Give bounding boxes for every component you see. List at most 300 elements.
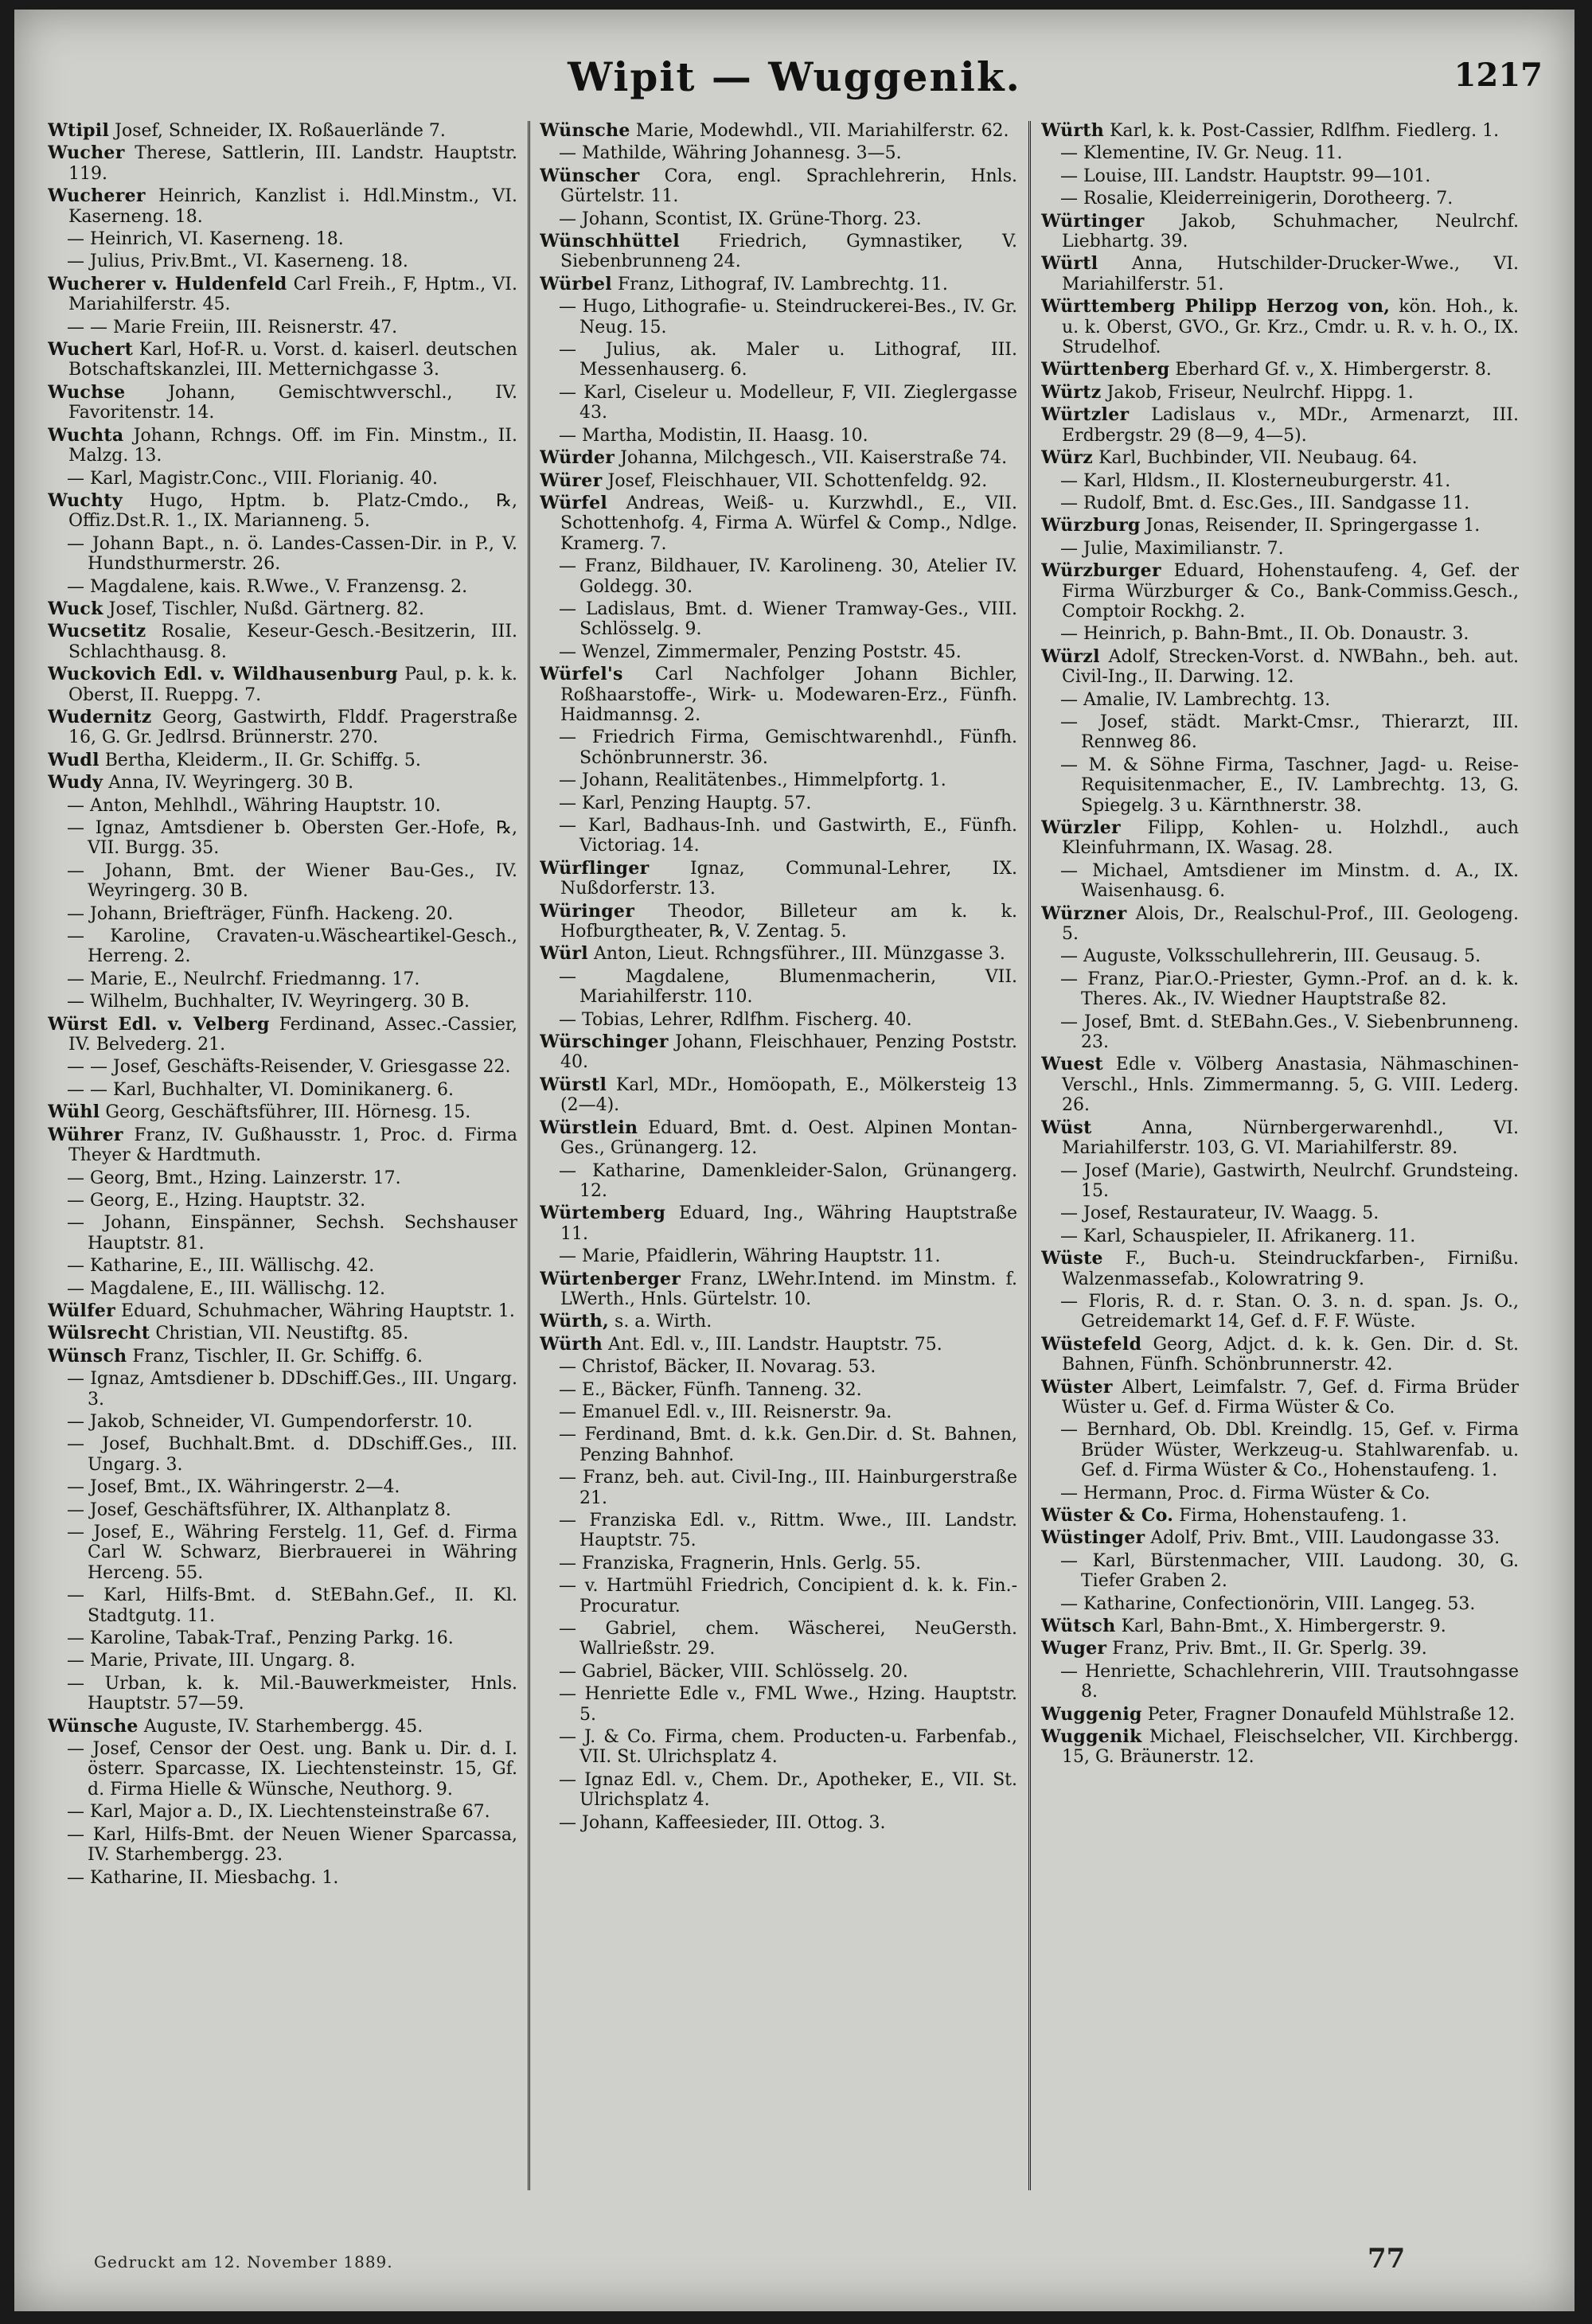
entry-details: — — Josef, Geschäfts-Reisender, V. Griesgasse 22. (67, 1057, 511, 1078)
directory-entry (1041, 755, 1519, 816)
entry-details: kön. Hoh., k. u. k. Oberst, GVO., Gr. Krz., Cmdr. u. R. v. h. O., IX. Strudelhof. (1062, 297, 1519, 358)
directory-entry (540, 1246, 1017, 1266)
entry-details: — Julius, Priv.Bmt., VI. Kaserneng. 18. (67, 252, 408, 272)
entry-details: Christian, VII. Neustiftg. 85. (155, 1324, 409, 1344)
entry-details: — Josef, Buchhalt.Bmt. d. DDschiff.Ges., III. Ungarg. 3. (67, 1434, 517, 1475)
directory-entry (1041, 904, 1519, 945)
directory-entry (1041, 493, 1519, 513)
entry-details: — Rosalie, Kleiderreinigerin, Dorotheerg. 7. (1060, 189, 1453, 209)
entry-details: — Karl, Badhaus-Inh. und Gastwirth, E., Fünfh. Victoriag. 14. (559, 816, 1017, 856)
entry-details: — Marie, E., Neulrchf. Friedmanng. 17. (67, 969, 420, 989)
directory-entry (540, 1357, 1017, 1377)
directory-entry (540, 1380, 1017, 1400)
entry-details: Cora, engl. Sprachlehrerin, Hnls. Gürtelstr. 11. (560, 166, 1017, 207)
directory-entry (48, 1102, 517, 1122)
entry-details: — Auguste, Volksschullehrerin, III. Geusaug. 5. (1060, 946, 1481, 967)
entry-surname: Würer (540, 470, 603, 491)
directory-entry (1041, 1055, 1519, 1115)
directory-entry (48, 426, 517, 466)
entry-surname: Würst Edl. v. Velberg (48, 1013, 270, 1035)
entry-details: Jakob, Schuhmacher, Neulrchf. Liebhartg. 39. (1062, 211, 1519, 252)
directory-entry (540, 642, 1017, 662)
entry-details: — Mathilde, Währing Johannesg. 3—5. (559, 143, 902, 164)
entry-surname: Würzl (1041, 645, 1100, 667)
directory-entry (1041, 143, 1519, 163)
directory-entry (1041, 690, 1519, 710)
entry-details: Rosalie, Keseur-Gesch.-Besitzerin, III. Schlachthausg. 8. (68, 622, 517, 662)
entry-details: Franz, IV. Gußhausstr. 1, Proc. d. Firma Theyer & Hardtmuth. (68, 1125, 517, 1166)
entry-surname: Wuger (1041, 1638, 1107, 1659)
entry-surname: Würzburger (1041, 560, 1161, 582)
directory-entry (1041, 1226, 1519, 1246)
entry-details: — Josef (Marie), Gastwirth, Neulrchf. Grundsteing. 15. (1060, 1160, 1519, 1201)
directory-entry (48, 1168, 517, 1188)
entry-details: — Ignaz Edl. v., Chem. Dr., Apotheker, E., VII. St. Ulrichsplatz 4. (559, 1769, 1017, 1811)
entry-surname: Wucsetitz (48, 621, 146, 642)
entry-surname: Wüste (1041, 1248, 1103, 1269)
directory-entry (1041, 1335, 1519, 1375)
entry-details: — Georg, Bmt., Hzing. Lainzerstr. 17. (67, 1168, 401, 1188)
entry-surname: Wülfer (48, 1300, 116, 1321)
directory-entry (48, 1868, 517, 1888)
entry-details: Eberhard Gf. v., X. Himbergerstr. 8. (1175, 360, 1492, 380)
directory-entry (48, 992, 517, 1012)
directory-entry (48, 1825, 517, 1866)
directory-entry (1041, 539, 1519, 559)
directory-entry (540, 1075, 1017, 1116)
directory-entry (48, 1717, 517, 1737)
directory-entry (48, 491, 517, 532)
entry-details: Franz, Tischler, II. Gr. Schiffg. 6. (132, 1346, 423, 1367)
directory-entry (1041, 1203, 1519, 1223)
entry-details: Anna, IV. Weyringerg. 30 B. (108, 773, 354, 794)
directory-entry (48, 1125, 517, 1166)
directory-entry (540, 794, 1017, 813)
directory-entry (540, 967, 1017, 1008)
directory-entry (1041, 1705, 1519, 1725)
entry-details: — Georg, E., Hzing. Hauptstr. 32. (67, 1190, 366, 1211)
directory-entry (48, 818, 517, 859)
directory-entry (48, 773, 517, 793)
entry-details: Firma, Hohenstaufeng. 1. (1179, 1506, 1407, 1526)
directory-entry (1041, 516, 1519, 536)
entry-details: Carl Nachfolger Johann Bichler, Roßhaarstoffe-, Wirk- u. Modewaren-Erz., Fünfh. Haidmannsg. 2. (560, 665, 1017, 725)
entry-surname: Wuggenik (1041, 1726, 1142, 1748)
entry-details: — Franz, Piar.O.-Priester, Gymn.-Prof. an d. k. k. Theres. Ak., IV. Wiedner Hauptstraße 82. (1060, 969, 1519, 1010)
directory-entry (1041, 254, 1519, 294)
entry-surname: Würbel (540, 273, 612, 294)
entry-surname: Würzner (1041, 903, 1127, 924)
entry-details: Franz, Lithograf, IV. Lambrechtg. 11. (617, 274, 948, 294)
column-divider (1028, 121, 1031, 2190)
entry-details: — Karl, Hilfs-Bmt. d. StEBahn.Gef., II. Kl. Stadtgutg. 11. (67, 1585, 517, 1626)
entry-details: — Magdalene, kais. R.Wwe., V. Franzensg. 2. (67, 576, 468, 597)
directory-entry (1041, 861, 1519, 902)
entry-details: Johann, Rchngs. Off. im Fin. Minstm., II. Malzg. 13. (68, 425, 517, 466)
entry-details: — Johann Bapt., n. ö. Landes-Cassen-Dir. in P., V. Hundsthurmerstr. 26. (67, 533, 517, 575)
directory-entry (540, 1576, 1017, 1616)
entry-details: Eduard, Hohenstaufeng. 4, Gef. der Firma Würzburger & Co., Bank-Commiss.Gesch., Comptoir Rockhg. 2. (1062, 561, 1519, 622)
entry-details: Andreas, Weiß- u. Kurzwhdl., E., VII. Schottenhofg. 4, Firma A. Würfel & Comp., Ndlge. Kramerg. 7. (560, 493, 1017, 554)
entry-details: — Johann, Kaffeesieder, III. Ottog. 3. (559, 1812, 886, 1833)
entry-details: — Josef, E., Währing Ferstelg. 11, Gef. d. Firma Carl W. Schwarz, Bierbrauerei in Währing Herceng. 55. (67, 1523, 517, 1583)
entry-details: Jakob, Friseur, Neulrchf. Hippg. 1. (1106, 382, 1414, 403)
entry-surname: Wüst (1041, 1117, 1092, 1138)
directory-entry (1041, 969, 1519, 1010)
entry-details: — Josef, städt. Markt-Cmsr., Thierarzt, III. Rennweg 86. (1060, 712, 1519, 753)
directory-entry (1041, 1639, 1519, 1659)
directory-entry (48, 904, 517, 924)
entry-details: Ignaz, Communal-Lehrer, IX. Nußdorferstr. 13. (560, 858, 1017, 899)
entry-details: — Karoline, Tabak-Traf., Penzing Parkg. 16. (67, 1628, 454, 1649)
entry-surname: Würder (540, 447, 615, 469)
entry-details: — Magdalene, E., III. Wällischg. 12. (67, 1278, 386, 1299)
entry-details: — Josef, Restaurateur, IV. Waagg. 5. (1060, 1203, 1379, 1224)
directory-entry (48, 1500, 517, 1520)
entry-details: — Josef, Geschäftsführer, IX. Althanplatz 8. (67, 1499, 451, 1520)
directory-entry (540, 1468, 1017, 1508)
directory-entry (48, 1739, 517, 1800)
directory-entry (540, 166, 1017, 207)
directory-entry (540, 1269, 1017, 1310)
entry-surname: Wucher (48, 142, 125, 164)
entry-surname: Wuggenig (1041, 1703, 1142, 1725)
entry-details: — Henriette, Schachlehrerin, VIII. Trautsohngasse 8. (1060, 1661, 1519, 1702)
entry-surname: Wülsrecht (48, 1323, 150, 1344)
directory-entry (540, 1813, 1017, 1833)
entry-surname: Wüstefeld (1041, 1333, 1142, 1355)
entry-details: — Julie, Maximilianstr. 7. (1060, 538, 1284, 559)
entry-details: — M. & Söhne Firma, Taschner, Jagd- u. Reise-Requisitenmacher, E., IV. Lambrechtg. 13, G. Spiegelg. 3 u. Kärnthnerstr. 38. (1060, 755, 1519, 816)
directory-entry (540, 1032, 1017, 1073)
entry-details: — Emanuel Edl. v., III. Reisnerstr. 9a. (559, 1402, 892, 1422)
directory-entry (48, 1080, 517, 1100)
entry-details: — Karl, Major a. D., IX. Liechtensteinstraße 67. (67, 1802, 490, 1823)
entry-details: Adolf, Priv. Bmt., VIII. Laudongasse 33. (1150, 1528, 1500, 1549)
entry-details: — Louise, III. Landstr. Hauptstr. 99—101. (1060, 166, 1431, 186)
entry-details: — Rudolf, Bmt. d. Esc.Ges., III. Sandgasse 11. (1060, 493, 1470, 513)
entry-details: Eduard, Bmt. d. Oest. Alpinen Montan-Ges., Grünangerg. 12. (560, 1117, 1017, 1159)
entry-details: — Bernhard, Ob. Dbl. Kreindlg. 15, Gef. v. Firma Brüder Wüster, Werkzeug-u. Stahlwarenfab. u. Gef. d. Firma Wüster & Co., Hohenstaufeng. 1. (1060, 1420, 1519, 1481)
directory-entry (48, 622, 517, 662)
entry-details: — Franziska, Fragnerin, Hnls. Gerlg. 55. (559, 1553, 922, 1573)
entry-surname: Wüstinger (1041, 1527, 1145, 1549)
entry-surname: Würinger (540, 900, 635, 922)
directory-entry (1041, 1378, 1519, 1418)
directory-entry (1041, 212, 1519, 252)
entry-surname: Wuchse (48, 381, 126, 403)
entry-details: — Wenzel, Zimmermaler, Penzing Poststr. 45. (559, 641, 962, 662)
directory-entry (1041, 624, 1519, 644)
entry-details: — Ignaz, Amtsdiener b. Obersten Ger.-Hofe, ℞, VII. Burgg. 35. (67, 818, 517, 859)
directory-entry (540, 1335, 1017, 1355)
directory-entry (1041, 1420, 1519, 1480)
directory-entry (48, 340, 517, 380)
directory-entry (540, 859, 1017, 899)
directory-entry (540, 471, 1017, 491)
directory-entry (1041, 189, 1519, 209)
directory-entry (48, 599, 517, 619)
directory-entry (48, 186, 517, 227)
entry-details: Franz, Priv. Bmt., II. Gr. Sperlg. 39. (1112, 1639, 1427, 1659)
directory-entry (48, 1256, 517, 1276)
entry-details: — — Karl, Buchhalter, VI. Dominikanerg. 6. (67, 1079, 454, 1100)
entry-details: Ant. Edl. v., III. Landstr. Hauptstr. 75. (608, 1334, 942, 1355)
directory-entry (1041, 1249, 1519, 1289)
directory-entry (540, 1511, 1017, 1551)
entry-details: Karl, Hof-R. u. Vorst. d. kaiserl. deutschen Botschaftskanzlei, III. Metternichgasse 3. (68, 340, 517, 380)
entry-details: — Johann, Scontist, IX. Grüne-Thorg. 23. (559, 209, 922, 229)
sheet-number: 77 (1368, 2243, 1406, 2275)
entry-details: — Josef, Bmt., IX. Währingerstr. 2—4. (67, 1477, 400, 1498)
directory-entry (540, 232, 1017, 272)
directory-entry (48, 1434, 517, 1475)
entry-surname: Wuckovich Edl. v. Wildhausenburg (48, 664, 398, 685)
entry-details: — Karl, Hldsm., II. Klosterneuburgerstr. 41. (1060, 470, 1451, 491)
directory-entry (540, 1662, 1017, 1682)
directory-entry (540, 770, 1017, 790)
directory-entry (1041, 561, 1519, 622)
directory-entry (540, 121, 1017, 141)
directory-entry (540, 1619, 1017, 1659)
entry-details: Johann, Fleischhauer, Penzing Poststr. 40. (560, 1032, 1017, 1073)
directory-entry (540, 902, 1017, 942)
entry-surname: Wüster (1041, 1376, 1113, 1398)
directory-entry (48, 665, 517, 705)
entry-surname: Würflinger (540, 857, 650, 879)
directory-entry (540, 1203, 1017, 1244)
entry-surname: Wtipil (48, 121, 110, 141)
entry-details: Georg, Adjct. d. k. k. Gen. Dir. d. St. Bahnen, Fünfh. Schönbrunnerstr. 42. (1062, 1334, 1519, 1375)
entry-details: — J. & Co. Firma, chem. Producten-u. Farbenfab., VII. St. Ulrichsplatz 4. (559, 1727, 1017, 1768)
directory-page (14, 10, 1574, 2311)
entry-surname: Wudy (48, 772, 103, 794)
directory-entry (48, 1279, 517, 1299)
column-divider (528, 121, 530, 2190)
entry-details: Hugo, Hptm. b. Platz-Cmdo., ℞, Offiz.Dst.R. 1., IX. Marianneng. 5. (68, 490, 517, 532)
entry-details: — Franziska Edl. v., Rittm. Wwe., III. Landstr. Hauptstr. 75. (559, 1511, 1017, 1551)
entry-details: — Julius, ak. Maler u. Lithograf, III. Messenhauserg. 6. (559, 340, 1017, 380)
entry-details: Edle v. Völberg Anastasia, Nähmaschinen-Verschl., Hnls. Zimmermanng. 5, G. VIII. Lederg. 26. (1062, 1055, 1519, 1116)
directory-entry (1041, 712, 1519, 753)
entry-details: — Ignaz, Amtsdiener b. DDschiff.Ges., III. Ungarg. 3. (67, 1369, 517, 1410)
directory-entry (48, 577, 517, 597)
directory-entry (540, 297, 1017, 337)
entry-details: — Heinrich, VI. Kaserneng. 18. (67, 229, 344, 250)
directory-entry (48, 926, 517, 967)
entry-details: — Karoline, Cravaten-u.Wäscheartikel-Gesch., Herreng. 2. (67, 926, 517, 967)
entry-details: — Karl, Penzing Hauptg. 57. (559, 793, 812, 813)
directory-entry (48, 1015, 517, 1055)
entry-details: Josef, Schneider, IX. Roßauerlände 7. (115, 121, 446, 141)
entry-details: — Friedrich Firma, Gemischtwarenhdl., Fünfh. Schönbrunnerstr. 36. (559, 727, 1017, 768)
entry-details: Karl, k. k. Post-Cassier, Rdlfhm. Fiedlerg. 1. (1110, 121, 1500, 141)
entry-details: s. a. Wirth. (615, 1312, 712, 1332)
directory-entry (48, 1057, 517, 1077)
entry-details: Ladislaus v., MDr., Armenarzt, III. Erdbergstr. 29 (8—9, 4—5). (1062, 405, 1519, 446)
entry-details: Theodor, Billeteur am k. k. Hofburgtheater, ℞, V. Zentag. 5. (560, 901, 1017, 942)
entry-surname: Wuchert (48, 339, 134, 361)
entry-surname: Würtl (1041, 253, 1098, 275)
entry-details: Auguste, IV. Starhembergg. 45. (143, 1716, 423, 1737)
entry-details: — Katharine, E., III. Wällischg. 42. (67, 1256, 375, 1277)
entry-surname: Würtenberger (540, 1268, 681, 1289)
directory-entry (540, 143, 1017, 163)
entry-details: Anna, Nürnbergerwarenhdl., VI. Mariahilferstr. 103, G. VI. Mariahilferstr. 89. (1062, 1117, 1519, 1159)
entry-details: Carl Freih., F, Hptm., VI. Mariahilferstr. 45. (68, 274, 517, 315)
entry-surname: Wühl (48, 1102, 100, 1123)
directory-entry (540, 209, 1017, 229)
directory-entry (48, 1412, 517, 1432)
entry-details: Bertha, Kleiderm., II. Gr. Schiffg. 5. (104, 750, 421, 770)
directory-entry (48, 1191, 517, 1211)
entry-surname: Wünsche (540, 121, 630, 141)
entry-details: Johanna, Milchgesch., VII. Kaiserstraße 74. (620, 448, 1008, 469)
entry-surname: Würl (540, 943, 588, 965)
directory-entry (48, 1213, 517, 1254)
entry-details: Filipp, Kohlen- u. Holzhdl., auch Kleinfuhrmann, IX. Wasag. 28. (1062, 818, 1519, 859)
entry-details: — Gabriel, Bäcker, VIII. Schlösselg. 20. (559, 1661, 908, 1682)
entry-details: — Johann, Briefträger, Fünfh. Hackeng. 20. (67, 903, 454, 924)
entry-surname: Wünscher (540, 165, 640, 186)
entry-details: — — Marie Freiin, III. Reisnerstr. 47. (67, 317, 398, 337)
directory-entry (48, 275, 517, 315)
entry-details: Eduard, Schuhmacher, Währing Hauptstr. 1. (121, 1300, 515, 1321)
entry-details: — Josef, Bmt. d. StEBahn.Ges., V. Siebenbrunneng. 23. (1060, 1012, 1519, 1053)
entry-surname: Wütsch (1041, 1616, 1116, 1637)
entry-details: — Johann, Realitätenbes., Himmelpfortg. 1. (559, 770, 946, 791)
directory-entry (48, 1585, 517, 1626)
directory-entry (540, 448, 1017, 468)
directory-entry (540, 383, 1017, 423)
directory-entry (48, 318, 517, 337)
entry-surname: Würth, (540, 1311, 610, 1332)
entry-details: — Johann, Einspänner, Sechsh. Sechshauser Hauptstr. 81. (67, 1213, 517, 1254)
directory-entry (48, 751, 517, 770)
directory-entry (1041, 1594, 1519, 1614)
entry-details: Josef, Tischler, Nußd. Gärtnerg. 82. (108, 599, 424, 619)
entry-surname: Wuck (48, 598, 103, 619)
directory-entry (540, 665, 1017, 725)
directory-entry (540, 816, 1017, 856)
entry-surname: Wünsche (48, 1715, 139, 1737)
directory-entry (1041, 1118, 1519, 1159)
entry-details: Karl, Bahn-Bmt., X. Himbergerstr. 9. (1121, 1616, 1446, 1637)
directory-entry (1041, 448, 1519, 468)
directory-entry (1041, 360, 1519, 380)
entry-details: Friedrich, Gymnastiker, V. Siebenbrunneng 24. (560, 232, 1017, 272)
entry-details: — Hermann, Proc. d. Firma Wüster & Co. (1060, 1483, 1430, 1503)
entry-surname: Wührer (48, 1124, 123, 1145)
entry-surname: Würfel (540, 492, 608, 513)
entry-surname: Würth (540, 1333, 603, 1355)
directory-entry (48, 796, 517, 816)
entry-details: — Ferdinand, Bmt. d. k.k. Gen.Dir. d. St. Bahnen, Penzing Bahnhof. (559, 1425, 1017, 1465)
entry-details: — Urban, k. k. Mil.-Bauwerkmeister, Hnls. Hauptstr. 57—59. (67, 1673, 517, 1714)
entry-surname: Wudl (48, 749, 100, 770)
directory-entry (48, 1628, 517, 1648)
directory-entry (540, 1425, 1017, 1465)
entry-details: Ferdinand, Assec.-Cassier, IV. Belvederg. 21. (68, 1014, 517, 1055)
directory-entry (540, 1010, 1017, 1030)
entry-details: — Karl, Magistr.Conc., VIII. Florianig. 40. (67, 468, 439, 489)
entry-details: Franz, LWehr.Intend. im Minstm. f. LWerth., Hnls. Gürtelstr. 10. (560, 1269, 1017, 1309)
directory-entry (48, 383, 517, 423)
directory-entry (540, 599, 1017, 640)
directory-entry (48, 1802, 517, 1822)
directory-entry (540, 1684, 1017, 1725)
entry-details: — Ladislaus, Bmt. d. Wiener Tramway-Ges., VIII. Schlösselg. 9. (559, 599, 1017, 640)
printer-imprint: Gedruckt am 12. November 1889. (94, 2252, 393, 2271)
directory-entry (1041, 121, 1519, 141)
directory-entry (48, 143, 517, 184)
entry-details: — Wilhelm, Buchhalter, IV. Weyringerg. 30 B. (67, 992, 470, 1012)
directory-entry (540, 1118, 1017, 1159)
entry-details: — Katharine, Confectionörin, VIII. Langeg. 53. (1060, 1593, 1476, 1614)
directory-entry (48, 534, 517, 575)
entry-details: Anna, Hutschilder-Drucker-Wwe., VI. Mariahilferstr. 51. (1062, 254, 1519, 294)
entry-details: — Katharine, II. Miesbachg. 1. (67, 1867, 339, 1888)
entry-details: — Klementine, IV. Gr. Neug. 11. (1060, 143, 1343, 164)
directory-entry (1041, 946, 1519, 966)
entry-surname: Würzburg (1041, 515, 1141, 536)
entry-surname: Würstlein (540, 1117, 638, 1138)
directory-entry (1041, 297, 1519, 357)
entry-details: Johann, Gemischtwverschl., IV. Favoritenstr. 14. (68, 382, 517, 423)
entry-surname: Würtz (1041, 381, 1102, 403)
directory-entry (48, 969, 517, 989)
directory-entry (1041, 1012, 1519, 1053)
entry-details: — Karl, Schauspieler, II. Afrikanerg. 11. (1060, 1226, 1416, 1246)
entry-details: — Martha, Modistin, II. Haasg. 10. (559, 425, 868, 446)
entry-details: — Heinrich, p. Bahn-Bmt., II. Ob. Donaustr. 3. (1060, 624, 1469, 645)
entry-details: — Magdalene, Blumenmacherin, VII. Mariahilferstr. 110. (559, 966, 1017, 1008)
entry-details: F., Buch-u. Steindruckfarben-, Firnißu. Walzenmassefab., Kolowratring 9. (1062, 1249, 1519, 1289)
entry-surname: Wüster & Co. (1041, 1505, 1174, 1526)
entry-details: — Franz, beh. aut. Civil-Ing., III. Hainburgerstraße 21. (559, 1468, 1017, 1508)
directory-entry (1041, 1528, 1519, 1548)
entry-details: — v. Hartmühl Friedrich, Concipient d. k. k. Fin.-Procuratur. (559, 1576, 1017, 1616)
column-right (1041, 121, 1519, 2198)
directory-entry (1041, 1484, 1519, 1503)
directory-entry (540, 1312, 1017, 1332)
entry-surname: Wucherer v. Huldenfeld (48, 273, 287, 294)
entry-details: — Josef, Censor der Oest. ung. Bank u. Dir. d. I. österr. Sparcasse, IX. Liechtensteinstr. 15, Gf. d. Firma Hielle & Wünsche, Neuthorg. 9. (67, 1739, 517, 1800)
page-header (14, 53, 1574, 117)
directory-entry (48, 1674, 517, 1714)
directory-entry (540, 275, 1017, 294)
entry-details: — Amalie, IV. Lambrechtg. 13. (1060, 689, 1331, 710)
entry-details: Jonas, Reisender, II. Springergasse 1. (1145, 516, 1481, 536)
entry-details: Albert, Leimfalstr. 7, Gef. d. Firma Brüder Wüster u. Gef. d. Firma Wüster & Co. (1062, 1377, 1519, 1417)
entry-surname: Würtemberg (540, 1203, 666, 1224)
directory-entry (1041, 471, 1519, 491)
entry-surname: Württemberg Philipp Herzog von, (1041, 296, 1391, 318)
entry-details: — Marie, Private, III. Ungarg. 8. (67, 1651, 356, 1671)
entry-surname: Würzler (1041, 817, 1121, 838)
entry-details: — Karl, Ciseleur u. Modelleur, F, VII. Zieglergasse 43. (559, 382, 1017, 423)
entry-surname: Wünschhüttel (540, 231, 680, 252)
entry-details: — Henriette Edle v., FML Wwe., Hzing. Hauptstr. 5. (559, 1684, 1017, 1725)
entry-details: — Hugo, Lithografie- u. Steindruckerei-Bes., IV. Gr. Neug. 15. (559, 297, 1017, 337)
directory-entry (48, 861, 517, 902)
entry-details: Paul, p. k. k. Oberst, II. Rueppg. 7. (68, 665, 517, 705)
entry-surname: Würstl (540, 1074, 607, 1095)
directory-entry (1041, 1292, 1519, 1332)
entry-surname: Würtzler (1041, 404, 1130, 426)
column-middle (540, 121, 1017, 2198)
entry-details: — Gabriel, chem. Wäscherei, NeuGersth. Wallrießstr. 29. (559, 1619, 1017, 1659)
